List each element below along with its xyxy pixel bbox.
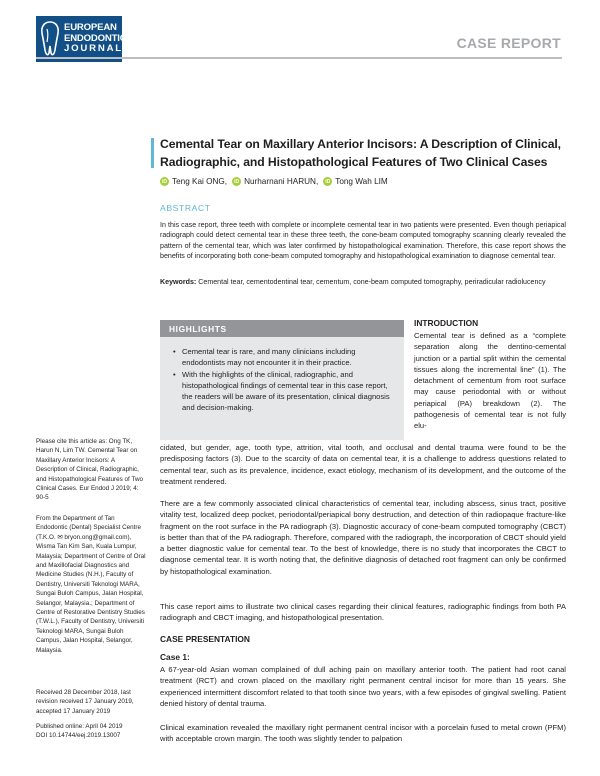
highlights-box bbox=[160, 320, 404, 440]
highlights-heading: HIGHLIGHTS bbox=[160, 320, 404, 337]
article-doi[interactable]: DOI 10.14744/eej.2019.13007 bbox=[36, 732, 121, 739]
keywords-label: Keywords: bbox=[160, 278, 197, 286]
introduction-paragraph-3: This case report aims to illustrate two clinical cases regarding their clinical features, radiographic findings from both PA radiograph and CBCT imaging, and histopathological presentation. bbox=[160, 602, 566, 623]
author-affiliations: From the Department of Tan Endodontic (Dental) Specialist Centre (T.K.O. ✉ bryon.ong@gmail.com), Wisma Tan Kim San, Kuala Lumpur, Malaysia; Department of Centre of Oral and Maxillofacial Diagnostics and Medicine Studies (N.H.), Faculty of Dentistry, Universiti Teknologi MARA, Sungai Buloh Campus, Jalan Hospital, Selangor, Malaysia.; Department of Centre of Restorative Dentistry Studies (T.W.L.), Faculty of Dentistry, Universiti Teknologi MARA, Sungai Buloh Campus, Jalan Hospital, Selangor, Malaysia. bbox=[36, 515, 146, 654]
abstract-heading: ABSTRACT bbox=[160, 203, 211, 213]
author-list bbox=[160, 177, 393, 186]
logo-line-1: EUROPEAN bbox=[64, 22, 117, 34]
introduction-column-text: Cemental tear is defined as a “complete separation along the dentino-cemental junction or a partial split within the cemental tissues along the incremental line” (1). The detachment of cementum from root surface may cause periodontal with or without periapical (PA) breakdown (2). The pathogenesis of cemental tear is not fully elu- bbox=[414, 331, 566, 431]
keywords bbox=[160, 277, 566, 287]
orcid-icon[interactable]: iD bbox=[162, 178, 167, 185]
logo-line-3: JOURNAL bbox=[64, 43, 123, 55]
highlight-item: • With the highlights of the clinical, radiographic, and histopathological findings of cemental tear in this case report, the readers will be aware of its presentation, clinical diagnosis and decision-making. bbox=[174, 369, 394, 413]
orcid-icon[interactable]: iD bbox=[325, 178, 331, 185]
case-1-text: A 67-year-old Asian woman complained of dull aching pain on maxillary anterior tooth. The patient had root canal treatment (RCT) and crown placed on the maxillary right permanent central incisor for more than 15 years. She experienced intermittent discomfort related to that tooth since two years, with a few episodes of gingival swelling. Patient denied history of dental trauma. bbox=[160, 665, 566, 708]
logo-wordmark bbox=[64, 23, 127, 55]
logo-line-2: ENDODONTIC bbox=[64, 32, 127, 44]
case-presentation-heading: CASE PRESENTATION bbox=[160, 634, 250, 644]
author-3[interactable]: Tong Wah LIM bbox=[335, 177, 388, 186]
highlight-item: • Cemental tear is rare, and many clinicians including endodontists may not encounter it in their practice. bbox=[174, 346, 394, 368]
introduction-paragraph-2: There are a few commonly associated clinical characteristics of cemental tear, including abscess, sinus tract, positive vitality test, localized deep pocket, periodontal/periapical bony destruction, and detection of thin radiopaque fracture-like fragment on the root surface in the PA radiograph (3). Diagnostic accuracy of cone-beam computed tomography (CBCT) is better than that of the PA radiograph. Therefore, compared with the radiograph, the incorporation of CBCT should yield a better diagnostic value for cemental tear. To the best of knowledge, there is no study that incorporates the CBCT to diagnose cemental tear. It is worth noting that, the definitive diagnosis of detached root fragment can only be confirmed by histopathological examination. bbox=[160, 499, 566, 576]
orcid-icon[interactable]: iD bbox=[234, 178, 240, 185]
title-accent-bar bbox=[151, 138, 154, 168]
journal-logo bbox=[36, 16, 127, 62]
introduction-heading: INTRODUCTION bbox=[414, 318, 479, 328]
keywords-text: Cemental tear, cementodentinal tear, cementum, cone-beam computed tomography, periradicular radiolucency bbox=[198, 278, 546, 286]
header-divider bbox=[36, 57, 562, 59]
case-1-text-2: Clinical examination revealed the maxillary right permanent central incisor with a porcelain fused to metal crown (PFM) with acceptable crown margin. The tooth was slightly tender to palpation bbox=[160, 723, 566, 744]
abstract-text: In this case report, three teeth with complete or incomplete cemental tear in two patients were presented. Even though periapical radiograph could detect cemental tear in these three teeth, the cone-beam computed tomography scanning clearly revealed the pattern of the cemental tear, which was later confirmed by histopathological examination. Therefore, this case report shows the benefits of incorporating both cone-beam computed tomography and histopathological examination to diagnose cemental tear. bbox=[160, 221, 566, 261]
article-title: Cemental Tear on Maxillary Anterior Incisors: A Description of Clinical, Radiographic, and Histopathological Features of Two Clinical Cases bbox=[160, 137, 561, 169]
publication-date: Published online: April 04 2019 bbox=[36, 723, 123, 730]
author-1[interactable]: Teng Kai ONG, bbox=[172, 177, 228, 186]
highlights-list bbox=[160, 337, 404, 413]
case-1-heading: Case 1: bbox=[160, 652, 190, 662]
citation-note: Please cite this article as: Ong TK, Harun N, Lim TW. Cemental Tear on Maxillary Anterior Incisors: A Description of Clinical, Radiographic, and Histopathological Features of Two Clinical Cases. Eur Endod J 2019; 4: 90-5 bbox=[36, 438, 143, 502]
section-label: CASE REPORT bbox=[456, 35, 561, 51]
author-2[interactable]: Nurharnani HARUN, bbox=[244, 177, 319, 186]
article-dates: Received 28 December 2018, last revision received 17 January 2019, accepted 17 January 2019 bbox=[36, 689, 134, 715]
introduction-continued-text: cidated, but gender, age, tooth type, attrition, vital tooth, and occlusal and dental trauma were found to be the predisposing factors (3). Due to the scarcity of data on cemental tear, it is a challenge to address questions related to cemental tear, such as its prevalence, incidence, exact etiology, mechanism of its development, and the outcome of the treatment rendered. bbox=[160, 443, 566, 486]
tooth-emblem-icon bbox=[39, 20, 61, 58]
